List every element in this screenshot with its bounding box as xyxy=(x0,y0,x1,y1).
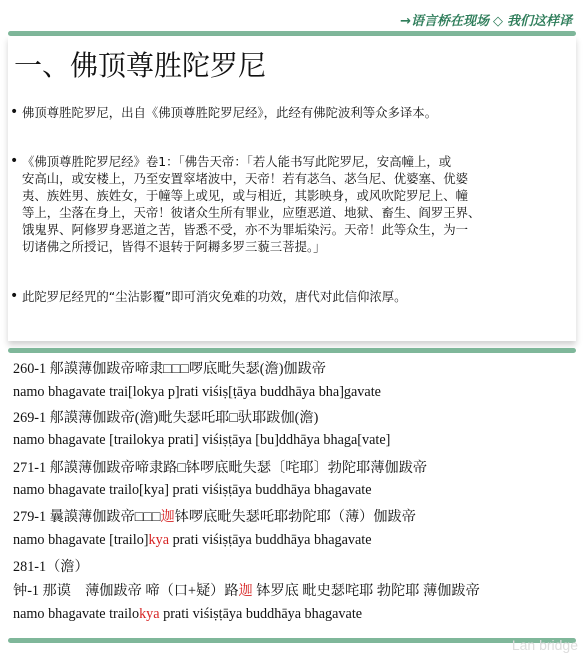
bullet-2-line: 等上，尘落在身上，天帝！彼诸众生所有罪业，应堕恶道、地狱、畜生、阎罗王界、 xyxy=(22,205,481,220)
bullet-3-line: 此陀罗尼经咒的“尘沾影覆”即可消灾免难的功效，唐代对此信仰浓厚。 xyxy=(22,289,407,304)
bottom-divider xyxy=(8,638,576,643)
transliteration-row xyxy=(13,457,427,477)
transliteration-row xyxy=(13,482,372,499)
bullet-1-line: 佛顶尊胜陀罗尼，出自《佛顶尊胜陀罗尼经》，此经有佛陀波利等众多译本。 xyxy=(22,105,438,120)
row-text: namo bhagavate trailo[kya] prati viśiṣṭāya buddhāya bhagavate xyxy=(13,482,372,498)
row-text: prati viśiṣṭāya buddhāya bhagavate xyxy=(159,606,363,622)
bullet-2-line: 饿鬼界、阿修罗身恶道之苦，皆悉不受，亦不为罪垢染污。天帝！此等众生，为一 xyxy=(22,222,469,237)
middle-divider xyxy=(8,348,576,353)
row-text: 269-1 郍謨薄伽跋帝(澹)毗失瑟吒耶□驮耶跋伽(澹) xyxy=(13,410,319,426)
highlighted-syllable: 迦 xyxy=(160,509,175,525)
slide-panel xyxy=(8,36,576,341)
bullet-dot: • xyxy=(10,153,19,169)
watermark: Lan bridge xyxy=(511,637,578,653)
slide-title: 一、佛顶尊胜陀罗尼 xyxy=(14,49,267,82)
transliteration-row xyxy=(13,606,362,623)
header-tag-right: 我们这样译 xyxy=(506,14,572,29)
bullet-2-line: 夷、族姓男、族姓女，于幢等上或见，或与相近，其影映身，或风吹陀罗尼上、幢 xyxy=(22,188,469,203)
bullet-dot: • xyxy=(10,288,19,304)
row-text: 钵啰底毗失瑟吒耶勃陀耶（薄）伽跋帝 xyxy=(174,509,416,525)
row-text: 钵罗底 毗史瑟咤耶 勃陀耶 薄伽跋帝 xyxy=(252,583,480,599)
row-text: namo bhagavate [trailokya prati] viśiṣṭāya [bu]ddhāya bhaga[vate] xyxy=(13,432,391,448)
transliteration-row xyxy=(13,532,372,549)
row-text: 271-1 郍謨薄伽跋帝啼隶路□钵啰底毗失瑟〔咤耶〕勃陀耶薄伽跋帝 xyxy=(13,460,428,476)
header-tag-left: →语言桥在现场 xyxy=(400,14,489,29)
transliteration-row xyxy=(13,556,89,576)
header-tagline xyxy=(400,10,572,29)
highlighted-syllable: kya xyxy=(148,532,170,548)
transliteration-panel xyxy=(8,354,580,636)
row-text: namo bhagavate trai[lokya p]rati viśiṣ[ṭāya buddhāya bha]gavate xyxy=(13,384,381,400)
row-text: 281-1（澹） xyxy=(13,559,89,575)
bullet-2-line: 安高山，或安楼上，乃至安置窣堵波中，天帝！若有苾刍、苾刍尼、优婆塞、优婆 xyxy=(22,171,469,186)
transliteration-row xyxy=(13,432,390,449)
row-text: namo bhagavate trailo xyxy=(13,606,140,622)
transliteration-row xyxy=(13,506,416,526)
transliteration-row xyxy=(13,384,381,401)
bullet-2-line: 《佛顶尊胜陀罗尼经》卷1：「佛告天帝：「若人能书写此陀罗尼，安高幢上，或 xyxy=(22,154,452,169)
row-text: 钟-1 那谟 薄伽跋帝 啼（口+疑）路 xyxy=(13,583,239,599)
row-text: 260-1 郍謨薄伽跋帝啼隶□□□啰底毗失瑟(澹)伽跋帝 xyxy=(13,361,326,377)
row-text: 279-1 曩謨薄伽跋帝□□□ xyxy=(13,509,161,525)
header-tag-separator: ◇ xyxy=(492,14,503,29)
bullet-2-line: 切诸佛之所授记，皆得不退转于阿耨多罗三藐三菩提。」 xyxy=(22,239,326,254)
bullet-dot: • xyxy=(10,104,19,120)
transliteration-row xyxy=(13,407,318,427)
highlighted-syllable: 迦 xyxy=(238,583,253,599)
row-text: namo bhagavate [trailo] xyxy=(13,532,149,548)
transliteration-row xyxy=(13,358,326,378)
highlighted-syllable: kya xyxy=(139,606,160,622)
transliteration-row xyxy=(13,580,480,600)
row-text: prati viśiṣṭāya buddhāya bhagavate xyxy=(169,532,372,548)
